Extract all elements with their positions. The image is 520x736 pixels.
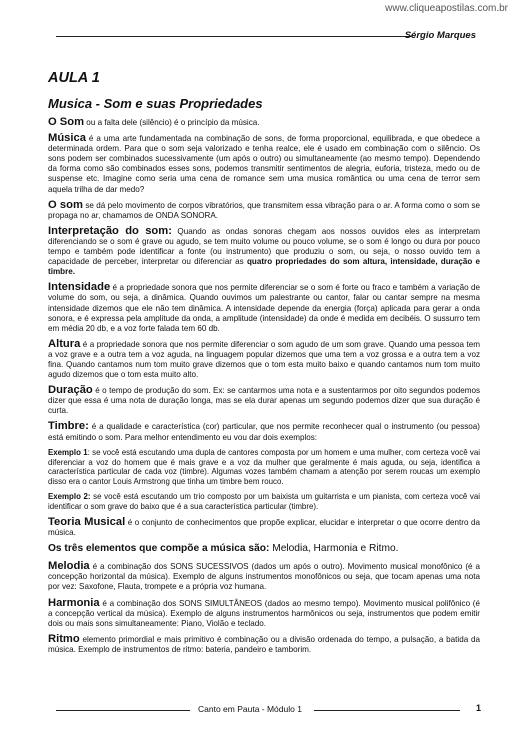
page-number: 1	[476, 703, 482, 713]
paragraph-intensidade: Intensidade é a propriedade sonora que nos permite diferenciar se o som é forte ou fraco e também a variação de volume do som, ou seja, a dinâmica. Quando ouvimos um palestrante ou cantor, falar ou cantar sempre na mesma intensidade dizemos que ele não tem dinâmica. A intensidade depende da energia (força) aplicada para gerar a onda sonora, e é expressa pela amplitude da onda, a amplitude (intensidade) da onde é medida em decibéis. O sussurro tem em média 20 db, e a voz forte falada tem 60 db.	[48, 281, 480, 333]
paragraph-o-som: O som se dá pelo movimento de corpos vibratórios, que transmitem essa vibração para o ar. A forma como o som se propaga no ar, chamamos de ONDA SONORA.	[48, 198, 480, 220]
author-name: Sérgio Marques	[404, 30, 476, 41]
paragraph-altura: Altura é a propriedade sonora que nos permite diferenciar o som agudo de um som grave. Quando uma pessoa tem a voz grave e a outra tem a voz aguda, na linguagem popular dizemos que uma tem a voz grossa e a outra tem a voz fina. Quando cantamos num tom muito grave dizemos que o tom esta muito baixo e quando cantamos num tom muito agudo dizemos que o tom esta muito alto.	[48, 337, 480, 380]
lesson-title: AULA 1	[48, 70, 100, 86]
paragraph-melodia: Melodia é a combinação dos SONS SUCESSIVOS (dados um após o outro). Movimento musical monofônico (é a concepção horizontal da música). Exemplo de alguns instrumentos monofônicos ou seja, que tocam apenas uma nota por vez: Saxofone, Flauta, trompete e a própria voz humana.	[48, 560, 480, 592]
document-body	[48, 70, 480, 660]
paragraph-musica: Música é a uma arte fundamentada na combinação de sons, de forma proporcional, equilibrada, e que obedece a determinada ordem. Para que o som seja valorizado e tenha realce, ele é usado em combinação com o silêncio. Os sons podem ser combinados sucessivamente (um após o outro) ou simultaneamente (ao mesmo tempo). Dependendo da forma como são combinados esses sons, podemos transmitir sentimentos de alegria, euforia, tristeza, medo ou de suspense etc. Imagine como seria uma cena de romance sem uma musica romântica ou uma cena de terror sem aquela trilha de dar medo?	[48, 132, 480, 194]
footer-rule-right	[314, 710, 460, 711]
paragraph-duracao: Duração é o tempo de produção do som. Ex: se cantarmos uma nota e a sustentarmos por oito segundos podemos dizer que essa é uma nota de duração longa, mas se ela durar apenas um segundo podemos dizer que sua duração é curta.	[48, 384, 480, 416]
paragraph-harmonia: Harmonia é a combinação dos SONS SIMULTÂNEOS (dados ao mesmo tempo). Movimento musical polifônico (é a concepção vertical da música). Exemplo de alguns instrumentos harmônicos ou seja, instrumentos que podem emitir dois ou mais sons simultaneamente: Piano, Violão e teclado.	[48, 596, 480, 628]
header-rule	[56, 36, 412, 37]
paragraph-ritmo: Ritmo elemento primordial e mais primitivo é combinação ou a divisão ordenada do tempo, a pulsação, a batida da música. Exemplo de instrumentos de ritmo: bateria, pandeiro e tamborim.	[48, 632, 480, 654]
paragraph-interpretacao: Interpretação do som: Quando as ondas sonoras chegam aos nossos ouvidos eles as interpretam diferenciando se o som é grave ou agudo, se tem muito volume ou pouco volume, se o som é longo ou dura por pouco tempo e também pode identificar a fonte (ou instrumento) que produziu o som, ou seja, o nosso ouvido tem a capacidade de perceber, interpretar ou diferenciar as quatro propriedades do som altura, intensidade, duração e timbre.	[48, 224, 480, 277]
paragraph-elementos: Os três elementos que compõe a música são: Melodia, Harmonia e Ritmo.	[48, 543, 399, 555]
paragraph-som: O Som ou a falta dele (silêncio) é o princípio da música.	[48, 116, 260, 128]
lesson-subtitle: Musica - Som e suas Propriedades	[48, 96, 263, 111]
paragraph-timbre: Timbre: é a qualidade e característica (cor) particular, que nos permite reconhecer qual o instrumento (ou pessoa) está emitindo o som. Para melhor entendimento eu vou dar dois exemplos:	[48, 420, 480, 442]
footer-title: Canto em Pauta - Módulo 1	[198, 704, 302, 714]
paragraph-teoria: Teoria Musical é o conjunto de conhecimentos que propõe explicar, elucidar e interpretar o que ocorre dentro da música.	[48, 516, 480, 538]
site-url: www.cliqueapostilas.com.br	[385, 3, 508, 14]
example-2: Exemplo 2: se você está escutando um trio composto por um baixista um guitarrista e um pianista, com certeza você vai identificar o som grave do baixo que é a sua característica particular (timbre).	[48, 492, 480, 512]
footer-rule-left	[56, 710, 190, 711]
example-1: Exemplo 1: se você está escutando uma dupla de cantores composta por um homem e uma mulher, com certeza você vai diferenciar a voz do homem que é mais grave e a voz da mulher que geralmente é mais aguda, ou seja, identifica a característica particular de cada voz (timbre). Algumas vozes também chamam a atenção por serem roucas um exemplo disso era o cantor Louis Armstrong que tinha um timbre bem rouco.	[48, 447, 480, 487]
